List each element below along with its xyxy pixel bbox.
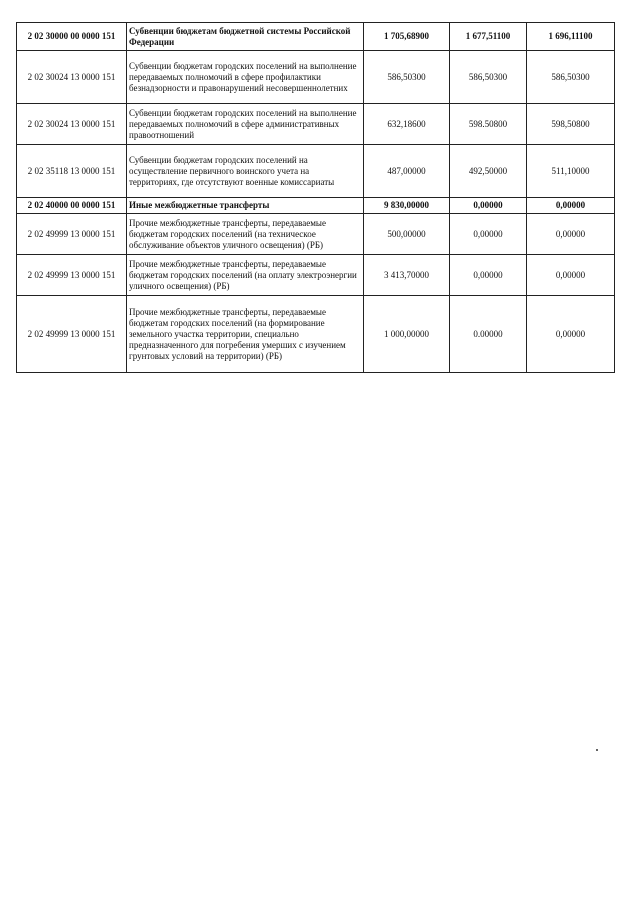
- description-cell: Иные межбюджетные трансферты: [127, 198, 364, 214]
- value-year1-cell: 632,18600: [364, 104, 450, 145]
- description-cell: Прочие межбюджетные трансферты, передаваемые бюджетам городских поселений (на техническое обслуживание объектов уличного освещения) (РБ): [127, 214, 364, 255]
- table-row: [17, 214, 615, 255]
- budget-code-cell: 2 02 30024 13 0000 151: [17, 104, 127, 145]
- value-year1-cell: 3 413,70000: [364, 255, 450, 296]
- value-year3-cell: 586,50300: [527, 51, 615, 104]
- value-year3-cell: 598,50800: [527, 104, 615, 145]
- budget-code-cell: 2 02 49999 13 0000 151: [17, 255, 127, 296]
- value-year1-cell: 1 000,00000: [364, 296, 450, 373]
- budget-table: [16, 22, 615, 373]
- table-row: [17, 23, 615, 51]
- budget-code-cell: 2 02 30000 00 0000 151: [17, 23, 127, 51]
- value-year1-cell: 500,00000: [364, 214, 450, 255]
- value-year2-cell: 0,00000: [450, 198, 527, 214]
- value-year2-cell: 1 677,51100: [450, 23, 527, 51]
- value-year3-cell: 1 696,11100: [527, 23, 615, 51]
- value-year2-cell: 0.00000: [450, 296, 527, 373]
- description-cell: Субвенции бюджетам городских поселений на выполнение передаваемых полномочий в сфере административных правоотношений: [127, 104, 364, 145]
- value-year3-cell: 511,10000: [527, 145, 615, 198]
- description-cell: Субвенции бюджетам бюджетной системы Российской Федерации: [127, 23, 364, 51]
- budget-code-cell: 2 02 40000 00 0000 151: [17, 198, 127, 214]
- budget-code-cell: 2 02 30024 13 0000 151: [17, 51, 127, 104]
- description-cell: Прочие межбюджетные трансферты, передаваемые бюджетам городских поселений (на формирование земельного участка территории, специально предназначенного для погребения умерших с изучением грунтовых условий на территории) (РБ): [127, 296, 364, 373]
- value-year3-cell: 0,00000: [527, 198, 615, 214]
- description-cell: Субвенции бюджетам городских поселений на выполнение передаваемых полномочий в сфере профилактики безнадзорности и правонарушений несовершеннолетних: [127, 51, 364, 104]
- scan-speck: [596, 749, 598, 751]
- value-year1-cell: 1 705,68900: [364, 23, 450, 51]
- budget-code-cell: 2 02 49999 13 0000 151: [17, 296, 127, 373]
- table-row: [17, 51, 615, 104]
- value-year3-cell: 0,00000: [527, 214, 615, 255]
- table-row: [17, 296, 615, 373]
- value-year2-cell: 598.50800: [450, 104, 527, 145]
- value-year2-cell: 492,50000: [450, 145, 527, 198]
- description-cell: Субвенции бюджетам городских поселений на осуществление первичного воинского учета на территориях, где отсутствуют военные комиссариаты: [127, 145, 364, 198]
- table-row: [17, 145, 615, 198]
- budget-code-cell: 2 02 35118 13 0000 151: [17, 145, 127, 198]
- value-year3-cell: 0,00000: [527, 296, 615, 373]
- value-year2-cell: 0,00000: [450, 255, 527, 296]
- table-row: [17, 255, 615, 296]
- description-cell: Прочие межбюджетные трансферты, передаваемые бюджетам городских поселений (на оплату электроэнергии уличного освещения) (РБ): [127, 255, 364, 296]
- value-year2-cell: 0,00000: [450, 214, 527, 255]
- table-row: [17, 198, 615, 214]
- budget-code-cell: 2 02 49999 13 0000 151: [17, 214, 127, 255]
- value-year1-cell: 9 830,00000: [364, 198, 450, 214]
- value-year3-cell: 0,00000: [527, 255, 615, 296]
- value-year2-cell: 586,50300: [450, 51, 527, 104]
- table-row: [17, 104, 615, 145]
- value-year1-cell: 586,50300: [364, 51, 450, 104]
- value-year1-cell: 487,00000: [364, 145, 450, 198]
